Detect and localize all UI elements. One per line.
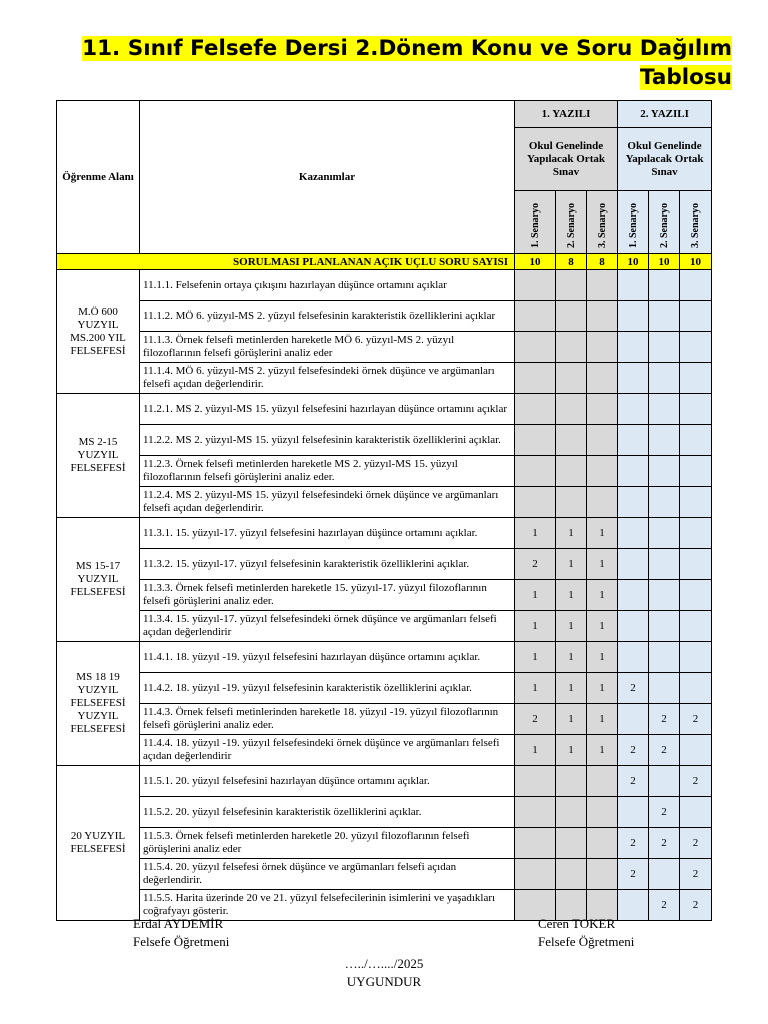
summary-row — [57, 254, 712, 270]
score-cell: 1 — [556, 611, 587, 642]
score-cell — [618, 394, 649, 425]
table-row — [57, 487, 712, 518]
score-cell: 2 — [649, 890, 680, 921]
kazanim-cell: 11.1.4. MÖ 6. yüzyıl-MS 2. yüzyıl felsefesindeki örnek düşünce ve argümanları felsefi açıdan değerlendirir. — [140, 363, 515, 394]
kazanim-cell: 11.2.2. MS 2. yüzyıl-MS 15. yüzyıl felsefesinin karakteristik özelliklerini açıklar. — [140, 425, 515, 456]
score-cell — [515, 487, 556, 518]
score-cell — [618, 270, 649, 301]
score-cell — [556, 797, 587, 828]
score-cell — [618, 332, 649, 363]
score-cell: 2 — [515, 549, 556, 580]
score-cell: 2 — [649, 704, 680, 735]
table-row — [57, 859, 712, 890]
kazanim-cell: 11.5.2. 20. yüzyıl felsefesinin karakteristik özelliklerini açıklar. — [140, 797, 515, 828]
score-cell — [649, 332, 680, 363]
score-cell: 1 — [556, 673, 587, 704]
kazanim-cell: 11.4.2. 18. yüzyıl -19. yüzyıl felsefesinin karakteristik özelliklerini açıklar. — [140, 673, 515, 704]
kazanim-cell: 11.2.1. MS 2. yüzyıl-MS 15. yüzyıl felsefesini hazırlayan düşünce ortamını açıklar — [140, 394, 515, 425]
table-row — [57, 735, 712, 766]
score-cell: 2 — [515, 704, 556, 735]
score-cell — [515, 363, 556, 394]
score-cell — [587, 332, 618, 363]
score-cell: 1 — [556, 642, 587, 673]
score-cell: 2 — [618, 673, 649, 704]
score-cell: 1 — [587, 580, 618, 611]
score-cell — [649, 673, 680, 704]
signature-left-name: Erdal AYDEMİR — [133, 916, 224, 931]
kazanim-cell: 11.3.3. Örnek felsefi metinlerden hareketle 15. yüzyıl-17. yüzyıl filozoflarının felsefi görüşlerini analiz eder. — [140, 580, 515, 611]
score-cell: 2 — [649, 797, 680, 828]
score-cell: 1 — [515, 611, 556, 642]
score-cell — [680, 642, 712, 673]
kazanim-cell: 11.2.3. Örnek felsefi metinlerden hareketle MS 2. yüzyıl-MS 15. yüzyıl filozoflarının felsefi görüşlerini analiz eder. — [140, 456, 515, 487]
kazanim-cell: 11.5.5. Harita üzerinde 20 ve 21. yüzyıl felsefecilerinin isimlerini ve yaşadıkları coğrafyayı gösterir. — [140, 890, 515, 921]
score-cell — [618, 487, 649, 518]
score-cell — [680, 270, 712, 301]
header-scenario — [556, 191, 587, 254]
summary-value: 10 — [618, 254, 649, 270]
score-cell — [649, 580, 680, 611]
score-cell — [649, 611, 680, 642]
summary-value: 8 — [587, 254, 618, 270]
kazanim-cell: 11.4.4. 18. yüzyıl -19. yüzyıl felsefesindeki örnek düşünce ve argümanları felsefi açıdan değerlendirir — [140, 735, 515, 766]
score-cell — [680, 363, 712, 394]
score-cell — [680, 425, 712, 456]
kazanim-cell: 11.3.1. 15. yüzyıl-17. yüzyıl felsefesini hazırlayan düşünce ortamını açıklar. — [140, 518, 515, 549]
score-cell — [587, 859, 618, 890]
kazanim-cell: 11.5.4. 20. yüzyıl felsefesi örnek düşünce ve argümanları felsefi açıdan değerlendirir. — [140, 859, 515, 890]
score-cell — [680, 735, 712, 766]
score-cell — [515, 797, 556, 828]
header-ortak-sinav-1: Okul Genelinde Yapılacak Ortak Sınav — [515, 128, 618, 191]
score-cell: 1 — [515, 642, 556, 673]
score-cell — [649, 363, 680, 394]
approval-text: UYGUNDUR — [346, 974, 422, 989]
approval-block — [0, 955, 768, 991]
header-yazili-1: 1. YAZILI — [515, 101, 618, 128]
document-title — [30, 34, 732, 92]
score-cell — [587, 456, 618, 487]
score-cell — [556, 456, 587, 487]
table-row — [57, 611, 712, 642]
score-cell — [618, 456, 649, 487]
kazanim-cell: 11.2.4. MS 2. yüzyıl-MS 15. yüzyıl felsefesindeki örnek düşünce ve argümanları felsefi açıdan değerlendirir. — [140, 487, 515, 518]
score-cell — [587, 301, 618, 332]
summary-value: 10 — [515, 254, 556, 270]
score-cell — [680, 549, 712, 580]
date-field: …../…..../2025 — [344, 956, 424, 971]
score-cell — [515, 859, 556, 890]
score-cell — [587, 766, 618, 797]
score-cell — [515, 766, 556, 797]
score-cell — [649, 301, 680, 332]
score-cell — [680, 673, 712, 704]
table-row — [57, 766, 712, 797]
signature-right — [538, 915, 634, 951]
kazanim-cell: 11.1.3. Örnek felsefi metinlerden hareketle MÖ 6. yüzyıl-MS 2. yüzyıl filozoflarının felsefi görüşlerini analiz eder — [140, 332, 515, 363]
header-scenario — [618, 191, 649, 254]
table-row — [57, 549, 712, 580]
score-cell — [515, 332, 556, 363]
header-scenario — [587, 191, 618, 254]
score-cell — [649, 859, 680, 890]
kazanim-cell: 11.5.1. 20. yüzyıl felsefesini hazırlayan düşünce ortamını açıklar. — [140, 766, 515, 797]
score-cell — [680, 611, 712, 642]
score-cell — [515, 828, 556, 859]
score-cell — [680, 456, 712, 487]
score-cell — [618, 642, 649, 673]
table-row — [57, 394, 712, 425]
header-yazili-2: 2. YAZILI — [618, 101, 712, 128]
header-ortak-sinav-2: Okul Genelinde Yapılacak Ortak Sınav — [618, 128, 712, 191]
score-cell: 1 — [556, 518, 587, 549]
kazanim-cell: 11.3.4. 15. yüzyıl-17. yüzyıl felsefesindeki örnek düşünce ve argümanları felsefi açıdan değerlendirir — [140, 611, 515, 642]
score-cell — [649, 518, 680, 549]
header-scenario — [515, 191, 556, 254]
score-cell — [556, 332, 587, 363]
score-cell: 1 — [587, 704, 618, 735]
score-cell: 2 — [680, 828, 712, 859]
score-cell: 1 — [587, 642, 618, 673]
score-cell — [680, 332, 712, 363]
score-cell — [515, 394, 556, 425]
signature-left — [133, 915, 229, 951]
score-cell: 1 — [587, 518, 618, 549]
score-cell: 2 — [680, 890, 712, 921]
kazanim-cell: 11.3.2. 15. yüzyıl-17. yüzyıl felsefesinin karakteristik özelliklerini açıklar. — [140, 549, 515, 580]
score-cell — [618, 611, 649, 642]
score-cell — [680, 394, 712, 425]
title-line-2: Tablosu — [639, 65, 732, 90]
score-cell: 1 — [556, 735, 587, 766]
score-cell — [556, 270, 587, 301]
signature-right-role: Felsefe Öğretmeni — [538, 934, 635, 949]
scenario-label: 3. Senaryo — [690, 203, 702, 248]
learning-area-cell: M.Ö 600 YUZYIL MS.200 YIL FELSEFESİ — [57, 270, 140, 394]
score-cell — [618, 549, 649, 580]
learning-area-cell: 20 YUZYIL FELSEFESİ — [57, 766, 140, 921]
score-cell — [587, 270, 618, 301]
distribution-table — [56, 100, 712, 921]
summary-value: 10 — [680, 254, 712, 270]
score-cell — [680, 301, 712, 332]
signature-right-name: Ceren TOKER — [538, 916, 616, 931]
table-row — [57, 456, 712, 487]
scenario-label: 1. Senaryo — [529, 203, 541, 248]
score-cell: 1 — [556, 580, 587, 611]
score-cell — [556, 766, 587, 797]
header-kazanimlar: Kazanımlar — [140, 101, 515, 254]
scenario-label: 1. Senaryo — [627, 203, 639, 248]
score-cell: 2 — [618, 859, 649, 890]
score-cell — [556, 301, 587, 332]
score-cell — [618, 797, 649, 828]
score-cell — [649, 487, 680, 518]
score-cell — [618, 518, 649, 549]
table-row — [57, 270, 712, 301]
score-cell — [649, 642, 680, 673]
score-cell: 2 — [649, 735, 680, 766]
scenario-label: 3. Senaryo — [596, 203, 608, 248]
score-cell: 1 — [515, 673, 556, 704]
learning-area-cell: MS 18 19 YUZYIL FELSEFESİ YUZYIL FELSEFESİ — [57, 642, 140, 766]
summary-label: SORULMASI PLANLANAN AÇIK UÇLU SORU SAYISI — [57, 254, 515, 270]
score-cell — [515, 425, 556, 456]
score-cell — [618, 580, 649, 611]
header-scenario — [680, 191, 712, 254]
score-cell — [680, 580, 712, 611]
table-row — [57, 673, 712, 704]
table-row — [57, 828, 712, 859]
kazanim-cell: 11.5.3. Örnek felsefi metinlerden hareketle 20. yüzyıl filozoflarının felsefi görüşlerini analiz eder — [140, 828, 515, 859]
score-cell — [556, 487, 587, 518]
score-cell: 1 — [587, 611, 618, 642]
kazanim-cell: 11.4.3. Örnek felsefi metinlerinden hareketle 18. yüzyıl -19. yüzyıl filozoflarının felsefi görüşlerini analiz eder. — [140, 704, 515, 735]
header-learning-area: Öğrenme Alanı — [57, 101, 140, 254]
table-row — [57, 363, 712, 394]
score-cell: 2 — [680, 859, 712, 890]
table-row — [57, 425, 712, 456]
score-cell — [515, 456, 556, 487]
learning-area-cell: MS 2-15 YUZYIL FELSEFESİ — [57, 394, 140, 518]
summary-value: 10 — [649, 254, 680, 270]
score-cell: 1 — [556, 704, 587, 735]
score-cell — [556, 859, 587, 890]
score-cell: 1 — [587, 735, 618, 766]
scenario-label: 2. Senaryo — [565, 203, 577, 248]
score-cell: 2 — [680, 704, 712, 735]
score-cell — [649, 394, 680, 425]
summary-value: 8 — [556, 254, 587, 270]
score-cell: 2 — [618, 828, 649, 859]
score-cell: 1 — [515, 735, 556, 766]
score-cell — [649, 270, 680, 301]
score-cell — [515, 270, 556, 301]
score-cell — [587, 394, 618, 425]
score-cell — [649, 456, 680, 487]
table-row — [57, 580, 712, 611]
score-cell — [680, 518, 712, 549]
score-cell: 1 — [515, 580, 556, 611]
score-cell: 2 — [680, 766, 712, 797]
score-cell: 1 — [556, 549, 587, 580]
signature-left-role: Felsefe Öğretmeni — [133, 934, 230, 949]
score-cell: 2 — [618, 766, 649, 797]
kazanim-cell: 11.1.2. MÖ 6. yüzyıl-MS 2. yüzyıl felsefesinin karakteristik özelliklerini açıklar — [140, 301, 515, 332]
score-cell — [649, 766, 680, 797]
table-row — [57, 518, 712, 549]
score-cell — [556, 425, 587, 456]
scenario-label: 2. Senaryo — [658, 203, 670, 248]
score-cell — [680, 797, 712, 828]
score-cell — [556, 828, 587, 859]
title-line-1: 11. Sınıf Felsefe Dersi 2.Dönem Konu ve Soru Dağılım — [82, 36, 732, 61]
table-row — [57, 642, 712, 673]
score-cell — [587, 425, 618, 456]
table-row — [57, 301, 712, 332]
score-cell — [618, 301, 649, 332]
learning-area-cell: MS 15-17 YUZYIL FELSEFESİ — [57, 518, 140, 642]
score-cell: 1 — [587, 549, 618, 580]
score-cell — [556, 363, 587, 394]
score-cell — [556, 394, 587, 425]
table-row — [57, 797, 712, 828]
score-cell: 2 — [649, 828, 680, 859]
score-cell — [649, 549, 680, 580]
kazanim-cell: 11.4.1. 18. yüzyıl -19. yüzyıl felsefesini hazırlayan düşünce ortamını açıklar. — [140, 642, 515, 673]
score-cell — [649, 425, 680, 456]
header-scenario — [649, 191, 680, 254]
score-cell — [618, 425, 649, 456]
table-row — [57, 332, 712, 363]
score-cell — [618, 363, 649, 394]
score-cell: 1 — [515, 518, 556, 549]
score-cell — [587, 363, 618, 394]
score-cell: 2 — [618, 735, 649, 766]
score-cell — [515, 301, 556, 332]
score-cell — [680, 487, 712, 518]
score-cell — [587, 487, 618, 518]
score-cell — [587, 828, 618, 859]
table-row — [57, 704, 712, 735]
score-cell — [587, 797, 618, 828]
score-cell: 1 — [587, 673, 618, 704]
score-cell — [618, 704, 649, 735]
kazanim-cell: 11.1.1. Felsefenin ortaya çıkışını hazırlayan düşünce ortamını açıklar — [140, 270, 515, 301]
